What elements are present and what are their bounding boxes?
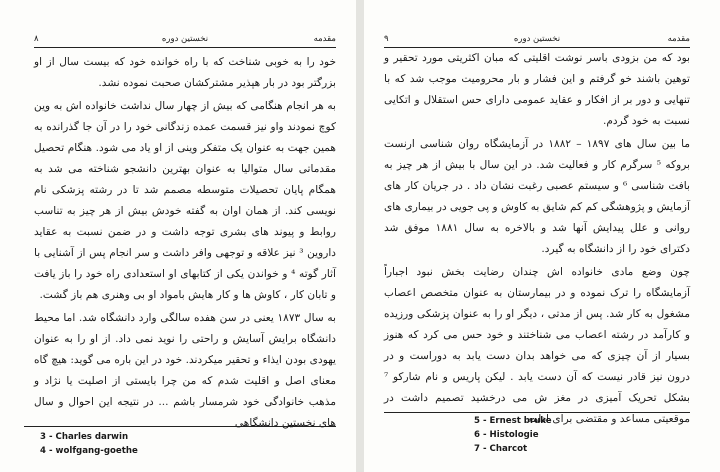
footnote-3: 3 - Charles darwin (40, 432, 129, 442)
right-page (364, 0, 720, 472)
right-page-number: ٩ (384, 34, 389, 44)
left-page-header (34, 32, 336, 48)
book-gutter (356, 0, 364, 472)
footnote-6: 6 - Histologie (474, 430, 539, 440)
right-page-header (384, 32, 690, 48)
left-paragraph-1: خود را به خوبی شناخت که با راه خوانده خود که بیست سال از او بزرگتر بود در بار هپذیر مشترکشان صحبت نموده نشد. (34, 56, 336, 89)
left-page (0, 0, 356, 472)
left-paragraph-3: به سال ۱۸۷۳ یعنی در سن هفده سالگی وارد دانشگاه شد. اما محیط دانشگاه برایش آسایش و راحتی را نوید نمی داد. از او را به عنوان یهودی بودن ایذاء و تحقیر میکردند. خود در این باره می گوید: هیچ گاه معنای اصل و اقلیت شدم که من چرا بایستی از اصلیت یا نژاد و مذهب خانوادگی خود شرمسار باشم ... در نتیجه این احوال و سال های نخستین دانشگاهی (34, 312, 336, 429)
right-paragraph-1: بود که من بزودی باسر نوشت اقلیتی که مبان اکثریتی مورد تحقیر و توهین باشند خو گرفتم و این فشار و بار محرومیت موجب شد که با تنهایی و دور بر از افکار و عقاید عمومی دارای حس استقلال و اتکایی نسبت به خود گردم. (384, 52, 690, 127)
right-footnotes (474, 414, 552, 456)
right-running-title: نخستین دوره (513, 34, 561, 44)
footnote-5: 5 - Ernest bruke (474, 416, 552, 426)
left-page-number: ٨ (34, 34, 39, 44)
right-footnote-divider (384, 412, 690, 413)
left-running-title: نخستین دوره (161, 34, 209, 44)
right-paragraph-3: چون وضع مادی خانواده اش چندان رضایت بخش نبود اجباراً آزمایشگاه را ترک نموده و در بیمارستان به عنوان متخصص اعصاب مشغول به کار شد. پس از مدتی ، دیگر او را به عنوان پزشکی ورزیده و کارآمد در رشته اعصاب می شناختند و خود حس می کرد که هنوز بسیار از آن چیزی که می خواهد بدان دست یابد به دوراست و در درون نیز قادر نیست که آن دست یابد . لیکن پاریس و نام شارکو ⁷ بشکل تحریک آمیزی در مغز ش می درخشید تصمیم داشت در موقعیتی مساعد و مقتضی برای ادامه (384, 266, 690, 425)
left-section-title: مقدمه (313, 34, 336, 44)
left-footnotes (40, 430, 138, 458)
right-section-title: مقدمه (667, 34, 690, 44)
left-page-body (34, 52, 336, 434)
left-footnote-divider (24, 426, 336, 427)
right-paragraph-2: ما بین سال های ۱۸۹۷ – ۱۸۸۲ در آزمایشگاه روان شناسی ارنست بروکه ⁵ سرگرم کار و فعالیت شد. در این سال با بیش از هر چیز به بافت شناسی ⁶ و سیستم عصبی رغبت نشان داد . در جریان کار های آزمایش و پژوهشگی کم کم شایق به کاوش و پی جویی در بیماری های روانی و علل پیدایش آنها شد و بالاخره به سال ۱۸۸۱ موفق شد دکترای خود را از دانشگاه به گیرد. (384, 138, 690, 255)
footnote-7: 7 - Charcot (474, 444, 528, 454)
footnote-4: 4 - wolfgang-goethe (40, 446, 138, 456)
left-paragraph-2: به هر انجام هنگامی که بیش از چهار سال نداشت خانواده اش به وین کوچ نمودند واو نیز قسمت عمده زندگانی خود را در آن جا گذرانده به همین جهت به عنوان یک متفکر وینی از او یاد می شود. هنگام تحصیل مقدماتی سال متوالیا به عنوان بهترین دانشجو شناخته می شد به همگام پایان تحصیلات متوسطه مصمم شد تا در رشته پزشکی نام نویسی کند. از همان اوان به گفته خودش بیش از هر چیز به تناسب روابط و پیوند های بشری توجه داشت و در ضمن نسبت به عقاید داروین ³ نیز علاقه و توجهی وافر داشت و سر انجام پس از آشنایی با آثار گوته ⁴ و خواندن یکی از کتابهای او استعدادی راه خود را باز یافت و تابان کار ، کاوش ها و کار هایش بامواد او بی وهنری هم باز گشت. (34, 100, 336, 301)
right-page-body (384, 48, 690, 430)
